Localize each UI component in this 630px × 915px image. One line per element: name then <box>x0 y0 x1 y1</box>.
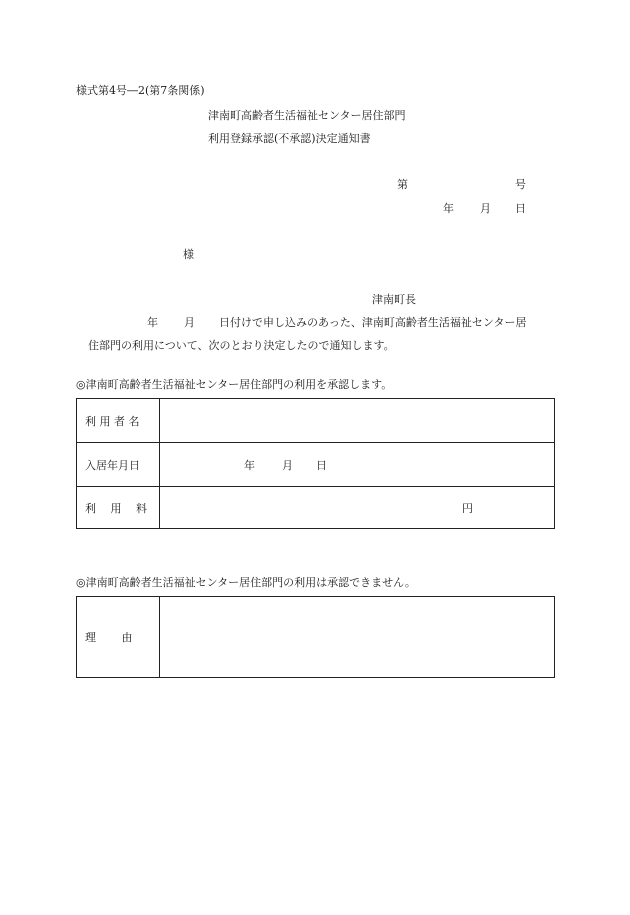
move-in-year: 年 <box>244 458 255 472</box>
fee-label: 利 用 料 <box>77 487 160 528</box>
move-in-date-value <box>160 443 554 486</box>
date-day: 日 <box>515 202 526 215</box>
rejected-table <box>76 596 555 678</box>
date-month: 月 <box>480 202 491 215</box>
recipient-honorific: 様 <box>183 248 194 261</box>
move-in-day: 日 <box>316 458 327 472</box>
user-name-label: 利 用 者 名 <box>77 399 160 442</box>
move-in-month: 月 <box>282 458 293 472</box>
table-row <box>77 597 554 677</box>
date-year: 年 <box>443 202 454 215</box>
table-row <box>77 399 554 443</box>
approved-table <box>76 398 555 529</box>
document-title-line2: 利用登録承認(不承認)決定通知書 <box>208 132 371 145</box>
rejected-heading: ◎津南町高齢者生活福祉センター居住部門の利用は承認できません。 <box>76 576 416 589</box>
doc-number-suffix: 号 <box>515 178 526 191</box>
body-line1: 日付けで申し込みのあった、津南町高齢者生活福祉センター居 <box>219 316 527 329</box>
reason-value <box>160 597 554 677</box>
fee-value <box>160 487 554 528</box>
form-number: 様式第4号―2(第7条関係) <box>76 84 205 97</box>
approved-heading: ◎津南町高齢者生活福祉センター居住部門の利用を承認します。 <box>76 378 393 391</box>
body-month: 月 <box>184 316 195 329</box>
table-row <box>77 443 554 487</box>
document-title-line1: 津南町高齢者生活福祉センター居住部門 <box>208 109 406 122</box>
body-line2: 住部門の利用について、次のとおり決定したので通知します。 <box>88 339 395 352</box>
reason-label: 理 由 <box>77 597 160 677</box>
user-name-value <box>160 399 554 442</box>
move-in-date-label: 入居年月日 <box>77 443 160 486</box>
body-year: 年 <box>147 316 158 329</box>
issuer-name: 津南町長 <box>372 293 416 306</box>
table-row <box>77 487 554 528</box>
doc-number-prefix: 第 <box>397 178 408 191</box>
fee-unit: 円 <box>462 501 473 515</box>
